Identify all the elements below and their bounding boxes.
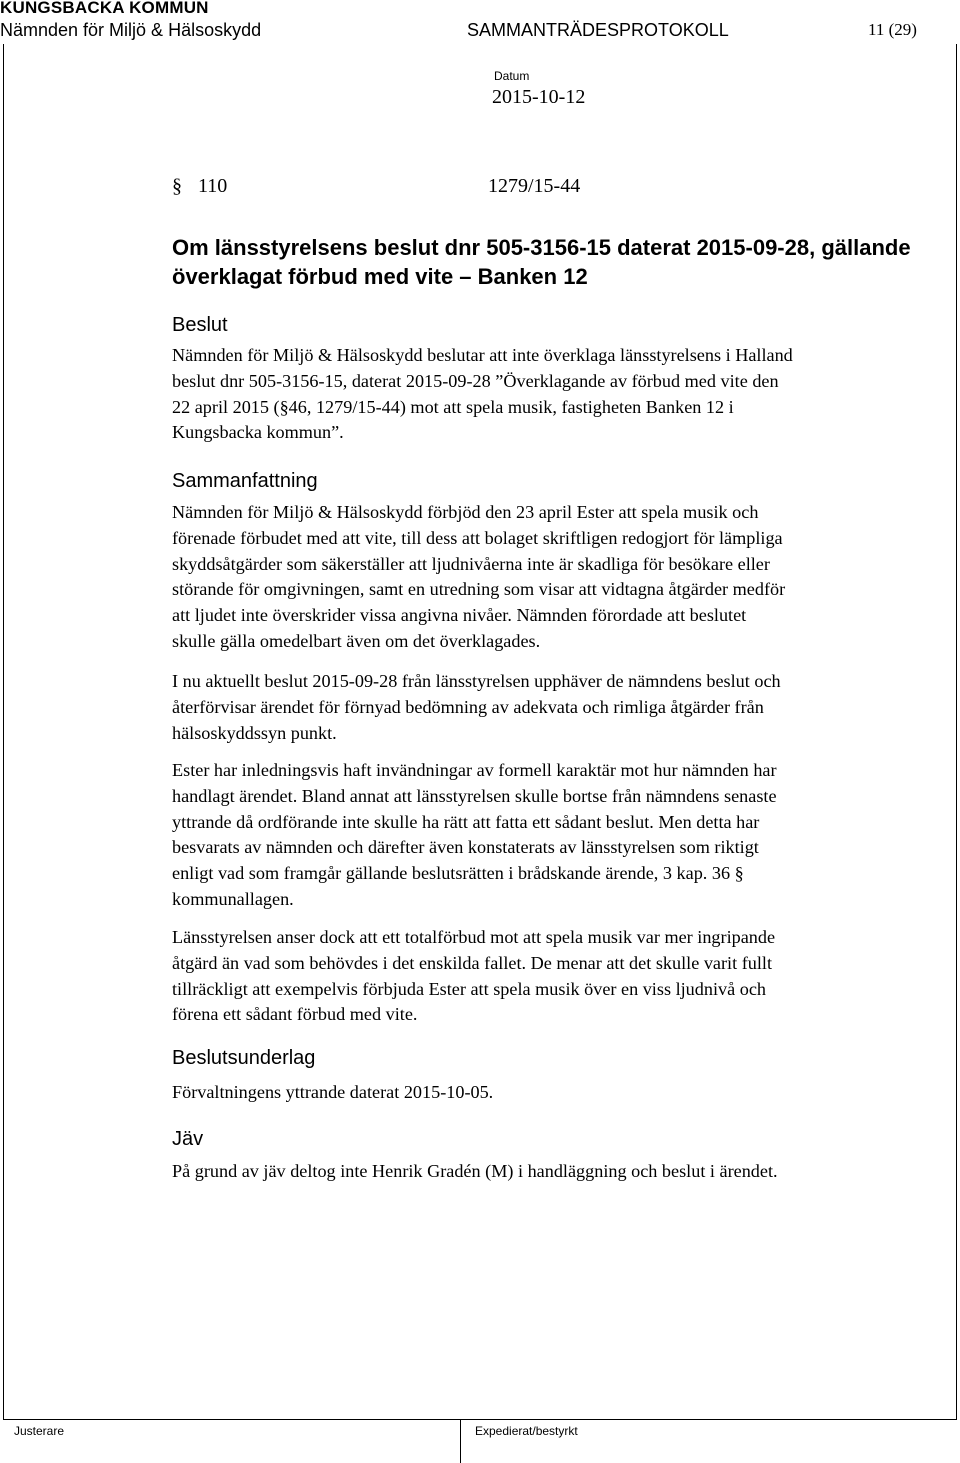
heading-sammanfattning: Sammanfattning bbox=[172, 470, 318, 492]
text-line: Kungsbacka kommun”. bbox=[172, 422, 344, 443]
text-line: enligt vad som framgår gällande beslutsrätten i brådskande ärende, 3 kap. 36 § bbox=[172, 863, 744, 884]
text-line: Nämnden för Miljö & Hälsoskydd beslutar att inte överklaga länsstyrelsens i Halland bbox=[172, 345, 793, 365]
footer-rule bbox=[3, 1419, 957, 1420]
text-line: handlagt ärendet. Bland annat att länsstyrelsen skulle bortse från nämndens senaste bbox=[172, 785, 777, 806]
text-line: I nu aktuellt beslut 2015-09-28 från länsstyrelsen upphäver de nämndens beslut och bbox=[172, 671, 781, 691]
page-number: 11 (29) bbox=[868, 20, 917, 39]
item-title: Om länsstyrelsens beslut dnr 505-3156-15 daterat 2015-09-28, gällande överklagat förbud med vite – Banken 12 bbox=[172, 235, 911, 289]
text-line: beslut dnr 505-3156-15, daterat 2015-09-28 ”Överklagande av förbud med vite den bbox=[172, 370, 779, 391]
document-type: SAMMANTRÄDESPROTOKOLL bbox=[467, 20, 729, 40]
text-line: Nämnden för Miljö & Hälsoskydd förbjöd den 23 april Ester att spela musik och bbox=[172, 502, 759, 522]
beslutsunderlag-text bbox=[172, 1080, 960, 1106]
heading-jav: Jäv bbox=[172, 1128, 204, 1150]
organization-name: KUNGSBACKA KOMMUN bbox=[0, 0, 209, 17]
text-line: återförvisar ärendet för förnyad bedömning av adekvata och rimliga åtgärder från bbox=[172, 696, 764, 717]
heading-beslutsunderlag: Beslutsunderlag bbox=[172, 1047, 316, 1069]
text-line: skulle gälla omedelbart även om det överklagades. bbox=[172, 630, 541, 651]
text-line: Förvaltningens yttrande daterat 2015-10-05. bbox=[172, 1082, 494, 1102]
sammanfattning-paragraph-2 bbox=[172, 669, 960, 746]
sammanfattning-paragraph-1 bbox=[172, 500, 960, 655]
text-line: störande för omgivningen, samt en utredning som visar att vidtagna åtgärder medför bbox=[172, 579, 786, 600]
text-line: åtgärd än vad som behövdes i det enskilda fallet. De menar att det skulle varit fullt bbox=[172, 952, 773, 973]
text-line: hälsoskyddssyn punkt. bbox=[172, 722, 337, 743]
text-line: besvarats av nämnden och därefter även konstaterats av länsstyrelsen som riktigt bbox=[172, 837, 759, 858]
committee-name: Nämnden för Miljö & Hälsoskydd bbox=[0, 20, 262, 40]
footer-divider bbox=[460, 1420, 461, 1463]
text-line: förena ett sådant förbud med vite. bbox=[172, 1004, 418, 1025]
sammanfattning-paragraph-4 bbox=[172, 925, 960, 1028]
jav-text bbox=[172, 1159, 960, 1185]
case-number: 1279/15-44 bbox=[488, 175, 581, 197]
section-symbol: § bbox=[172, 175, 182, 197]
text-line: kommunallagen. bbox=[172, 888, 294, 909]
text-line: 22 april 2015 (§46, 1279/15-44) mot att spela musik, fastigheten Banken 12 i bbox=[172, 396, 734, 417]
date-value: 2015-10-12 bbox=[492, 86, 586, 108]
left-margin-rule bbox=[3, 44, 4, 1419]
beslut-text bbox=[172, 343, 960, 446]
sammanfattning-paragraph-3 bbox=[172, 758, 960, 913]
text-line: förenade förbudet med att vite, till dess att bolaget skriftligen redogjort för lämpliga bbox=[172, 527, 783, 548]
text-line: Ester har inledningsvis haft invändningar av formell karaktär mot hur nämnden har bbox=[172, 760, 777, 780]
footer-justerare-label: Justerare bbox=[14, 1424, 65, 1438]
text-line: På grund av jäv deltog inte Henrik Gradén (M) i handläggning och beslut i ärendet. bbox=[172, 1161, 778, 1181]
heading-beslut: Beslut bbox=[172, 314, 228, 336]
footer-expedierat-label: Expedierat/bestyrkt bbox=[475, 1424, 578, 1438]
date-label: Datum bbox=[494, 69, 530, 83]
text-line: att ljudet inte överskrider vissa angivna nivåer. Nämnden förordade att beslutet bbox=[172, 605, 747, 626]
section-number: 110 bbox=[198, 175, 228, 197]
text-line: Länsstyrelsen anser dock att ett totalförbud mot att spela musik var mer ingripande bbox=[172, 927, 776, 947]
text-line: yttrande då ordförande inte skulle ha rätt att fatta ett sådant beslut. Men detta har bbox=[172, 811, 760, 832]
text-line: tillräckligt att exempelvis förbjuda Ester att spela musik över en viss ljudnivå och bbox=[172, 978, 766, 999]
text-line: skyddsåtgärder som säkerställer att ljudnivåerna inte är skadliga för besökare eller bbox=[172, 553, 770, 574]
